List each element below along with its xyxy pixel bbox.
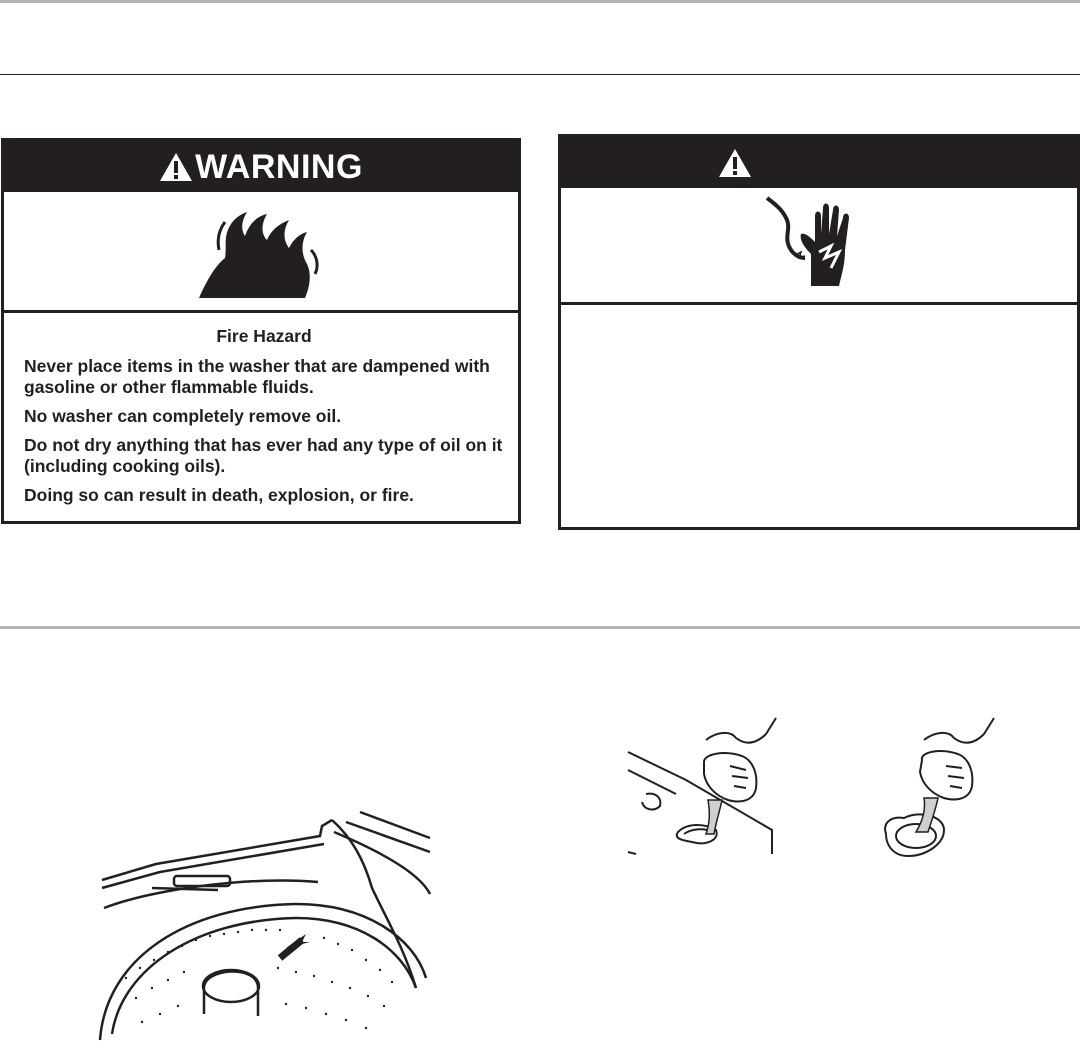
pour-dispenser-illustration [626,712,786,862]
top-rule [0,0,1080,3]
warning-triangle-icon [718,148,752,178]
warning-paragraph: Never place items in the washer that are dampened with gasoline or other flammable fluids. [24,356,490,397]
section-divider [0,74,1080,75]
warning-body-blank [561,305,1077,527]
warning-paragraph: Doing so can result in death, explosion, or fire. [24,485,414,505]
warning-header [561,137,1077,188]
warning-body [24,326,504,514]
electrical-hazard-warning-box [558,134,1080,530]
warning-paragraph: Do not dry anything that has ever had any type of oil on it (including cooking oils). [24,435,503,476]
fire-icon [197,210,327,300]
section-rule [0,626,1080,629]
warning-title: WARNING [195,147,363,186]
washer-tub-illustration [96,808,436,1048]
hazard-subtitle: Fire Hazard [216,326,312,346]
hazard-icon-row [561,188,1077,305]
fire-hazard-warning-box [1,138,521,524]
warning-triangle-icon [159,152,193,182]
pour-cup-illustration [880,706,1020,866]
hazard-icon-row [4,192,518,313]
warning-header [4,141,518,192]
electrical-shock-hand-icon [761,194,861,294]
warning-paragraph: No washer can completely remove oil. [24,406,342,426]
